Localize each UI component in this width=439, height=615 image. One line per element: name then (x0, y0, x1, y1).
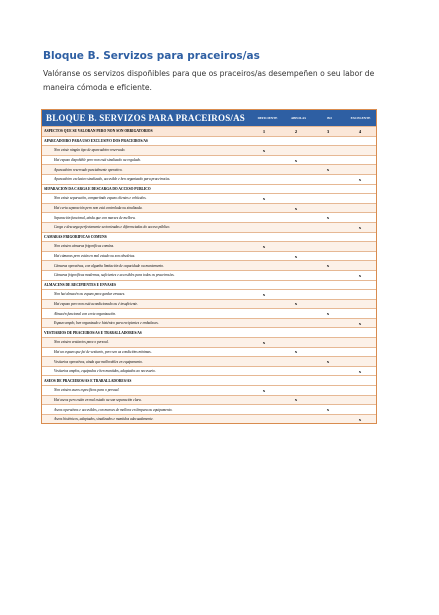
criterion-text: Vestiarios amplos, equipados e ben mantidos, adaptados ao necesario. (54, 369, 156, 374)
criterion-row (42, 174, 376, 184)
criterion-row (42, 212, 376, 222)
criterion-text: Hai espazo pero non está acondicionado ou é insuficiente. (54, 301, 139, 306)
criterion-text: Carga e descarga perfectamente sectorizadas e diferenciadas do acceso público. (54, 225, 171, 230)
score-subheader-row (42, 126, 376, 136)
column-header: BO (327, 116, 332, 120)
subheader-label: ASPECTOS QUE SE VALORAN PERO NON SON OBRIGATORIOS (44, 129, 153, 134)
criterion-row (42, 356, 376, 366)
section-title: ASEOS DE PRACEIROS/AS E TRABALLADORES/AS (44, 378, 132, 383)
criterion-row (42, 145, 376, 155)
criterion-row (42, 260, 376, 270)
criterion-text: Hai cámaras pero están en mal estado ou son obsoletas. (54, 254, 136, 259)
criterion-text: Non existen vestiarios para o persoal. (54, 340, 109, 345)
criterion-text: Non existe separación, compartindo espazo clientes e vehículos. (54, 196, 147, 201)
evaluation-table (41, 109, 377, 424)
score-mark: x (326, 263, 330, 269)
criterion-row (42, 414, 376, 424)
criterion-text: Aparcadoiro exclusivo sinalizado, accesible e ben organizado para praceiros/as. (54, 177, 171, 182)
criterion-row (42, 308, 376, 318)
criterion-row (42, 222, 376, 232)
score-mark: x (358, 368, 362, 374)
criterion-row (42, 241, 376, 251)
score-value: 2 (294, 128, 298, 134)
score-mark: x (294, 253, 298, 259)
section-row (42, 136, 376, 146)
score-mark: x (294, 397, 298, 403)
score-mark: x (358, 176, 362, 182)
section-title: VESTIARIOS DE PRACEIROS/AS E TRABALLADORES/AS (44, 330, 142, 335)
column-header: DEFICIENTE (257, 116, 278, 120)
criterion-row (42, 203, 376, 213)
score-mark: x (326, 167, 330, 173)
score-mark: x (326, 407, 330, 413)
section-row (42, 280, 376, 290)
section-row (42, 184, 376, 194)
score-mark: x (262, 387, 266, 393)
criterion-text: Vestiarios operativos, aínda que mellorables en equipamento. (54, 359, 143, 364)
criterion-row (42, 347, 376, 357)
criterion-text: Cámaras operativas, con algunha limitación de capacidade ou mantemento. (54, 263, 164, 268)
score-mark: x (294, 205, 298, 211)
column-header: EXCELENTE (350, 116, 371, 120)
criterion-text: Separación funcional, aínda que con marxes de mellora. (54, 215, 136, 220)
score-mark: x (326, 311, 330, 317)
section-title: APARCADOIRO PARA USO EXCLUSIVO DOS PRACEIROS/AS (44, 138, 148, 143)
table-header (42, 110, 376, 126)
criterion-text: Aparcadoiro reservado parcialmente operativo. (54, 167, 123, 172)
criterion-row (42, 164, 376, 174)
criterion-row (42, 337, 376, 347)
criterion-text: Aseos hixiénicos, adaptados, sinalizados e mantidos adecuadamente. (54, 417, 154, 422)
criterion-row (42, 155, 376, 165)
criterion-row (42, 193, 376, 203)
section-row (42, 327, 376, 337)
score-value: 1 (262, 128, 266, 134)
criterion-text: Hai aseos pero están en mal estado ou son separación clara. (54, 397, 142, 402)
criterion-text: Espazo amplo, ben organizado e hixiénico para recipientes e embalaxes. (54, 321, 159, 326)
table-body (42, 136, 376, 424)
score-mark: x (262, 339, 266, 345)
criterion-text: Non existen aseos específicos para o persoal. (54, 388, 120, 393)
score-mark: x (294, 349, 298, 355)
criterion-text: Cámaras frigoríficas modernas, suficientes e accesibles para todos os praceiros/as. (54, 273, 175, 278)
criterion-row (42, 385, 376, 395)
criterion-row (42, 270, 376, 280)
section-title: ALMACÉNS DE RECIPIENTES E ENVASES (44, 282, 117, 287)
criterion-row (42, 366, 376, 376)
criterion-text: Non hai almacén ou espazo para gardar envases. (54, 292, 126, 297)
page-heading: Bloque B. Servizos para praceiros/as (43, 50, 260, 62)
score-value: 3 (326, 128, 330, 134)
criterion-row (42, 404, 376, 414)
score-mark: x (262, 195, 266, 201)
criterion-row (42, 289, 376, 299)
intro-paragraph: Valóranse os servizos dispoñibles para que os praceiros/as desempeñen o seu labor de maneira cómoda e eficiente. (43, 69, 375, 92)
score-mark: x (294, 157, 298, 163)
section-row (42, 375, 376, 385)
criterion-row (42, 299, 376, 309)
score-mark: x (294, 301, 298, 307)
score-mark: x (326, 359, 330, 365)
criterion-text: Hai espazo dispoñible pero non está sinalizado ou regulado. (54, 158, 142, 163)
score-mark: x (358, 272, 362, 278)
column-header: ABEOLAS (290, 116, 307, 120)
score-value: 4 (358, 128, 362, 134)
criterion-row (42, 318, 376, 328)
score-mark: x (262, 243, 266, 249)
criterion-text: Hai un espazo que fai de vestiario, pero sen as condicións mínimas. (54, 349, 152, 354)
section-title: SEPARACIÓN DA CARGA E DESCARGA DO ACCESO PÚBLICO (44, 186, 151, 191)
table-title: BLOQUE B. SERVIZOS PARA PRACEIROS/AS (46, 113, 246, 123)
criterion-row (42, 251, 376, 261)
score-mark: x (358, 320, 362, 326)
criterion-text: Hai certa separación pero non está controlada ou sinalizada. (54, 206, 143, 211)
criterion-text: Aseos operativos e accesibles, con marxes de mellora en limpeza ou equipamento. (54, 407, 173, 412)
score-mark: x (262, 147, 266, 153)
section-title: CÁMARAS FRIGORÍFICAS COMÚNS (44, 234, 107, 239)
score-mark: x (358, 416, 362, 422)
criterion-text: Almacén funcional con certa organización. (54, 311, 117, 316)
score-mark: x (262, 291, 266, 297)
criterion-row (42, 395, 376, 405)
score-mark: x (358, 224, 362, 230)
section-row (42, 232, 376, 242)
criterion-text: Non existen cámaras frigoríficas comúns. (54, 244, 114, 249)
score-mark: x (326, 215, 330, 221)
criterion-text: Non existe ningún tipo de aparcadoiro reservado. (54, 148, 126, 153)
